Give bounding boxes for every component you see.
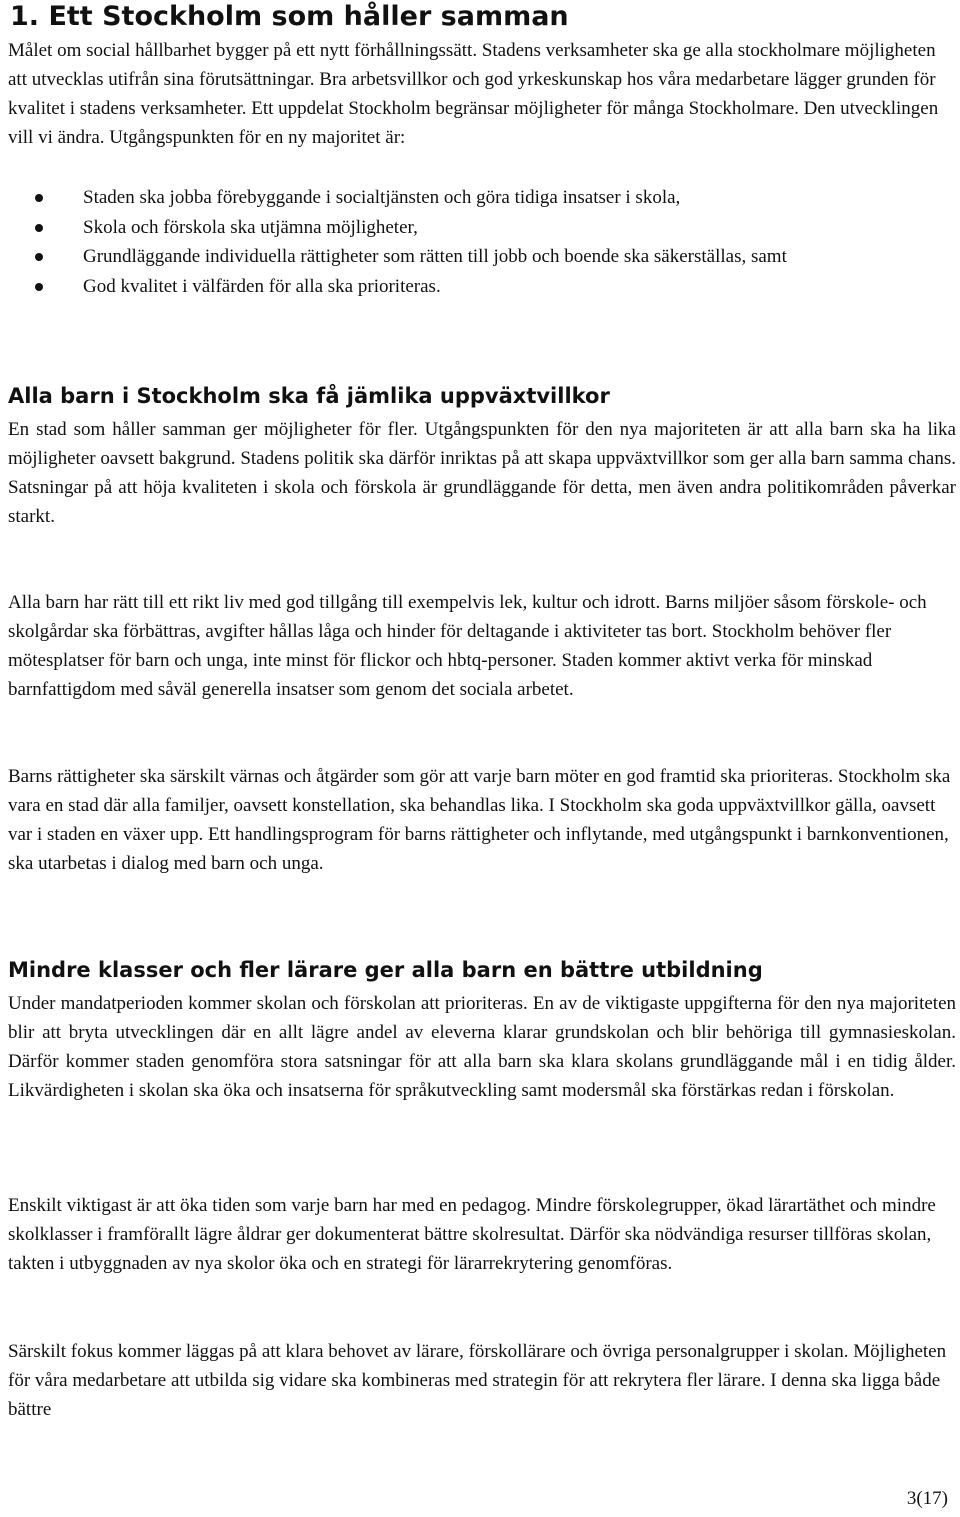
intro-paragraph: Målet om social hållbarhet bygger på ett nytt förhållningssätt. Stadens verksamheter ska ge alla stockholmare möjligheten att utvecklas utifrån sina förutsättningar. Bra arbetsvillkor och god yrkeskunskap hos våra medarbetare lägger grunden för kvalitet i stadens verksamheter. Ett uppdelat Stockholm begränsar möjligheter för många Stockholmare. Den utvecklingen vill vi ändra. Utgångspunkten för en ny majoritet är: [8,40,939,148]
bullet-icon [35,283,43,291]
body-paragraph: Särskilt fokus kommer läggas på att klara behovet av lärare, förskollärare och övriga personalgrupper i skolan. Möjligheten för våra medarbetare att utbilda sig vidare ska kombineras med strategin för att rekrytera fler lärare. I denna ska ligga både bättre [8,1341,947,1420]
section-heading: 1. Ett Stockholm som håller samman [10,1,569,32]
body-paragraph: Under mandatperioden kommer skolan och förskolan att prioriteras. En av de viktigaste uppgifterna för den nya majoriteten blir att bryta utvecklingen där en allt lägre andel av eleverna klarar grundskolan och blir behöriga till gymnasieskolan. Därför kommer staden genomföra stora satsningar för att alla barn ska klara skolans grundläggande mål i en tidig ålder. Likvärdigheten i skolan ska öka och insatserna för språkutveckling samt modersmål ska förstärkas redan i förskolan. [8,993,956,1101]
list-item: Staden ska jobba förebyggande i socialtjänsten och göra tidiga insatser i skola, [8,183,956,213]
priority-list [8,183,956,301]
body-paragraph: Alla barn har rätt till ett rikt liv med god tillgång till exempelvis lek, kultur och idrott. Barns miljöer såsom förskole- och skolgårdar ska förbättras, avgifter hållas låga och hinder för deltagande i aktiviteter tas bort. Stockholm behöver fler mötesplatser för barn och unga, inte minst för flickor och hbtq-personer. Staden kommer aktivt verka för minskad barnfattigdom med såväl generella insatser som genom det sociala arbetet. [8,592,927,700]
body-paragraph: Enskilt viktigast är att öka tiden som varje barn har med en pedagog. Mindre förskolegrupper, ökad lärartäthet och mindre skolklasser i framförallt lägre åldrar ger dokumenterat bättre skolresultat. Därför ska nödvändiga resurser tillföras skolan, takten i utbyggnaden av nya skolor öka och en strategi för lärarrekrytering genomföras. [8,1195,936,1274]
document-page [4,0,956,1517]
bullet-icon [35,194,43,202]
body-paragraph: En stad som håller samman ger möjligheter för fler. Utgångspunkten för den nya majoriteten är att alla barn ska ha lika möjligheter oavsett bakgrund. Stadens politik ska därför inriktas på att skapa uppväxtvillkor som ger alla barn samma chans. Satsningar på att höja kvaliteten i skola och förskola är grundläggande för detta, men även andra politikområden påverkar starkt. [8,419,956,527]
body-paragraph: Barns rättigheter ska särskilt värnas och åtgärder som gör att varje barn möter en god framtid ska prioriteras. Stockholm ska vara en stad där alla familjer, oavsett konstellation, ska behandlas lika. I Stockholm ska goda uppväxtvillkor gälla, oavsett var i staden en växer upp. Ett handlingsprogram för barns rättigheter och inflytande, med utgångspunkt i barnkonventionen, ska utarbetas i dialog med barn och unga. [8,766,951,874]
list-item: Skola och förskola ska utjämna möjligheter, [8,213,956,243]
list-item: God kvalitet i välfärden för alla ska prioriteras. [8,272,956,302]
bullet-icon [35,253,43,261]
page-number: 3(17) [906,1488,948,1509]
bullet-icon [35,224,43,232]
subsection-heading: Mindre klasser och fler lärare ger alla barn en bättre utbildning [8,958,763,982]
subsection-heading: Alla barn i Stockholm ska få jämlika uppväxtvillkor [8,384,610,408]
list-item: Grundläggande individuella rättigheter som rätten till jobb och boende ska säkerställas, samt [8,242,956,272]
